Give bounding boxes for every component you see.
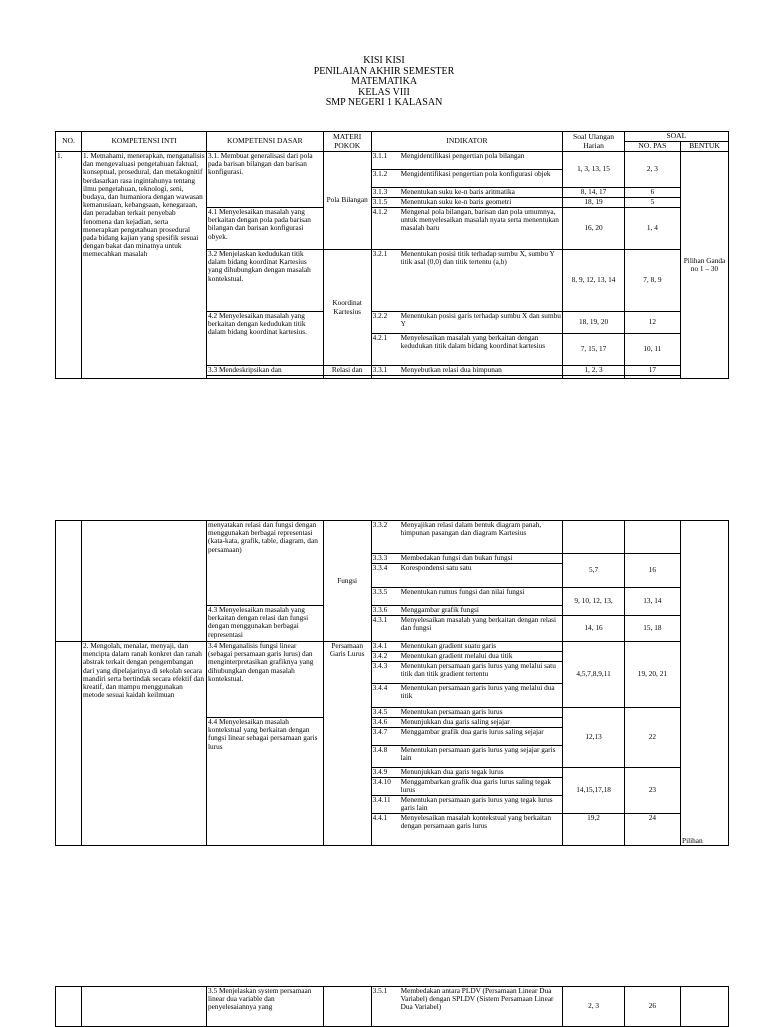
ulangan-cell: 7, 15, 17 <box>563 334 624 366</box>
kisi-table-page-2 <box>55 520 729 846</box>
kd-3-3: 3.3 Mendeskripsikan dan <box>207 366 324 376</box>
ulangan-cell: 18, 19, 20 <box>563 312 624 334</box>
indikator-row: 3.4.8 Menentukan persamaan garis lurus yang sejajar garis lain <box>371 746 563 768</box>
no-pas-cell: 15, 18 <box>624 616 680 642</box>
materi-pola-bilangan: Pola Bilangan <box>323 152 371 250</box>
no-pas-cell: 12 <box>624 312 680 334</box>
kd-4-4: 4.4 Menyelesaikan masalah kontekstual yang berkaitan dengan fungsi linear sebagai persamaan garis lurus <box>207 718 324 846</box>
kompetensi-inti-2: 2. Mengolah, menalar, menyaji, dan mencipta dalam ranah konkret dan ranah abstrak terkait dengan pengembangan dari yang dipelajarinya di sekolah secara mandiri serta bertindak secara efektif dan kreatif, dan mampu menggunakan metode sesuai kaidah keilmuan <box>82 642 207 846</box>
no-pas-cell: 26 <box>624 987 680 1027</box>
ulangan-cell: 18, 19 <box>563 198 624 208</box>
kd-3-4: 3.4 Menganalisis fungsi linear (sebagai persamaan garis lurus) dan menginterpretasikan grafiknya yang dihubungkan dengan masalah kontekstual. <box>207 642 324 718</box>
title-line: MATEMATIKA <box>350 76 418 87</box>
col-no-pas: NO. PAS <box>624 142 680 152</box>
ulangan-cell: 4,5,7,8,9,11 <box>563 642 624 708</box>
ulangan-cell: 12,13 <box>563 708 624 768</box>
materi-persamaan-garis-lurus: Persamaan Garis Lurus <box>323 642 371 846</box>
col-indikator: INDIKATOR <box>371 132 563 152</box>
no-pas-cell: 2, 3 <box>624 152 680 188</box>
indikator-row: 3.3.3 Membedakan fungsi dan bukan fungsi <box>371 554 563 564</box>
no-pas-cell: 16 <box>624 554 680 588</box>
col-materi-pokok: MATERI POKOK <box>323 132 371 152</box>
col-no: NO. <box>56 132 82 152</box>
no-pas-cell: 24 <box>624 814 680 846</box>
indikator-row: 4.3.1 Menyelesaikan masalah yang berkaitan dengan relasi dan fungsi <box>371 616 563 642</box>
col-kompetensi-inti: KOMPETENSI INTI <box>82 132 207 152</box>
indikator-row: 3.3.4 Korespondensi satu satu <box>371 564 563 588</box>
no-pas-cell: 19, 20, 21 <box>624 642 680 708</box>
title-line: KELAS VIII <box>358 86 410 98</box>
kisi-table-page-1 <box>55 131 729 379</box>
kd-4-2: 4.2 Menyelesaikan masalah yang berkaitan dengan kedudukan titik dalam bidang koordinat kartesius. <box>207 312 324 366</box>
no-pas-cell: 13, 14 <box>624 588 680 616</box>
ulangan-cell: 16, 20 <box>563 208 624 250</box>
ulangan-cell: 14,15,17,18 <box>563 768 624 814</box>
title-line: SMP NEGERI 1 KALASAN <box>325 97 443 108</box>
materi-fungsi: Fungsi <box>323 521 371 642</box>
indikator-row: 3.1.3 Menentukan suku ke-n baris aritmatika <box>371 188 563 198</box>
ulangan-cell: 8, 9, 12, 13, 14 <box>563 250 624 312</box>
ulangan-cell: 1, 3, 13, 15 <box>563 152 624 188</box>
indikator-row: 3.4.5 Menentukan persamaan garis lurus <box>371 708 563 718</box>
ulangan-cell: 2, 3 <box>563 987 624 1027</box>
indikator-row: 3.4.6 Menunjukkan dua garis saling sejajar <box>371 718 563 728</box>
col-soal: SOAL <box>624 132 728 142</box>
materi-koordinat-kartesius: Koordinat Kartesius <box>323 250 371 366</box>
indikator-row: 3.3.5 Menentukan rumus fungsi dan nilai fungsi <box>371 588 563 606</box>
indikator-row: 3.1.1 Mengidentifikasi pengertian pola bilangan <box>371 152 563 170</box>
no-pas-cell: 7, 8, 9 <box>624 250 680 312</box>
title-line: PENILAIAN AKHIR SEMESTER <box>313 65 455 77</box>
col-soal-ulangan: Soal Ulangan Harian <box>563 132 624 152</box>
no-pas-cell: 5 <box>624 198 680 208</box>
indikator-row: 3.2.2 Menentukan posisi garis terhadap sumbu X dan sumbu Y <box>371 312 563 334</box>
indikator-row: 4.4.1 Menyelesaikan masalah kontekstual yang berkaitan dengan persamaan garis lurus <box>371 814 563 846</box>
materi-relasi: Relasi dan <box>323 366 371 376</box>
indikator-row: 3.3.6 Menggambar grafik fungsi <box>371 606 563 616</box>
indikator-row: 3.5.1 Membedakan antara PLDV (Persamaan Linear Dua Variabel) dengan SPLDV (Sistem Persamaan Linear Dua Variabel) <box>371 987 563 1027</box>
indikator-row: 3.3.1 Menyebutkan relasi dua himpunan <box>371 366 563 376</box>
kd-3-1: 3.1. Membuat generalisasi dari pola pada barisan bilangan dan barisan konfigurasi. <box>207 152 324 208</box>
kisi-table-page-3 <box>55 986 729 1027</box>
kompetensi-inti-1: 1. Memahami, menerapkan, menganalisis dan mengevaluasi pengetahuan faktual, konseptual, prosedural, dan metakognitif berdasarkan rasa ingintahunya tentang ilmu pengetahuan, teknologi, seni, budaya, dan humaniora dengan wawasan kemanusiaan, kebangsaan, kenegaraan, dan peradaban terkait penyebab fenomena dan kejadian, serta menerapkan pengetahuan prosedural pada bidang kajian yang spesifik sesuai dengan bakat dan minatnya untuk memecahkan masalah <box>82 152 207 379</box>
kd-4-3: 4.3 Menyelesaikan masalah yang berkaitan dengan relasi dan fungsi dengan menggunakan berbagai representasi <box>207 606 324 642</box>
no-pas-cell: 6 <box>624 188 680 198</box>
ulangan-cell: 5,7 <box>563 554 624 588</box>
title-line: KISI KISI <box>363 55 405 66</box>
no-pas-cell: 1, 4 <box>624 208 680 250</box>
indikator-row: 3.4.9 Menunjukkan dua garis tegak lurus <box>371 768 563 778</box>
kd-3-5: 3.5 Menjelaskan system persamaan linear dua variable dan penyelesaiannya yang <box>207 987 324 1027</box>
indikator-row: 3.4.1 Menentukan gradient suatu garis <box>371 642 563 652</box>
indikator-row: 4.1.2 Mengenal pola bilangan, barisan dan pola umumnya, untuk menyelesaikan masalah nyata serta menentukan masalah baru <box>371 208 563 250</box>
ulangan-cell: 19,2 <box>563 814 624 846</box>
indikator-row: 3.1.2 Mengidentifikasi pengertian pola konfigurasi objek <box>371 170 563 188</box>
col-kompetensi-dasar: KOMPETENSI DASAR <box>207 132 324 152</box>
kd-3-2: 3.2 Menjelaskan kedudukan titik dalam bidang koordinat Kartesius yang dihubungkan dengan masalah kontekstual. <box>207 250 324 312</box>
indikator-row: 3.4.3 Menentukan persamaan garis lurus yang melalui satu titik dan titik gradient tertentu <box>371 662 563 684</box>
ulangan-cell: 14, 16 <box>563 616 624 642</box>
indikator-row: 3.1.5 Menentukan suku ke-n baris geometri <box>371 198 563 208</box>
kd-4-1: 4.1 Menyelesaikan masalah yang berkaitan dengan pola pada barisan bilangan dan barisan konfigurasi obyek. <box>207 208 324 250</box>
row-number: 1. <box>56 152 82 379</box>
indikator-row: 3.4.7 Menggambar grafik dua garis lurus saling sejajar <box>371 728 563 746</box>
ulangan-cell: 8, 14, 17 <box>563 188 624 198</box>
no-pas-cell: 10, 11 <box>624 334 680 366</box>
kd-3-3-cont: menyatakan relasi dan fungsi dengan menggunakan berbagai representasi (kata-kata, grafik, table, diagram, dan persamaan) <box>207 521 324 606</box>
no-pas-cell: 22 <box>624 708 680 768</box>
ulangan-cell: 9, 10, 12, 13, <box>563 588 624 616</box>
indikator-row: 3.3.2 Menyajikan relasi dalam bentuk diagram panah, himpunan pasangan dan diagram Kartesius <box>371 521 563 554</box>
indikator-row: 3.4.10 Menggambarkan grafik dua garis lurus saling tegak lurus <box>371 778 563 796</box>
indikator-row: 3.2.1 Menentukan posisi titik terhadap sumbu X, sumbu Y titik asal (0,0) dan titik tertentu (a,b) <box>371 250 563 312</box>
ulangan-cell: 1, 2, 3 <box>563 366 624 376</box>
col-bentuk: BENTUK <box>681 142 729 152</box>
bentuk-cell: Pilihan Ganda no 1 – 30 <box>681 152 729 379</box>
no-pas-cell: 23 <box>624 768 680 814</box>
indikator-row: 3.4.2 Menentukan gradient melalui dua titik <box>371 652 563 662</box>
document-title <box>0 56 768 109</box>
no-pas-cell: 17 <box>624 366 680 376</box>
bentuk-cell: Pilihan <box>681 521 729 846</box>
indikator-row: 3.4.4 Menentukan persamaan garis lurus yang melalui dua titik <box>371 684 563 708</box>
indikator-row: 4.2.1 Menyelesaikan masalah yang berkaitan dengan kedudukan titik dalam bidang koordinat kartesius <box>371 334 563 366</box>
indikator-row: 3.4.11 Menentukan persamaan garis lurus yang tegak lurus garis lain <box>371 796 563 814</box>
